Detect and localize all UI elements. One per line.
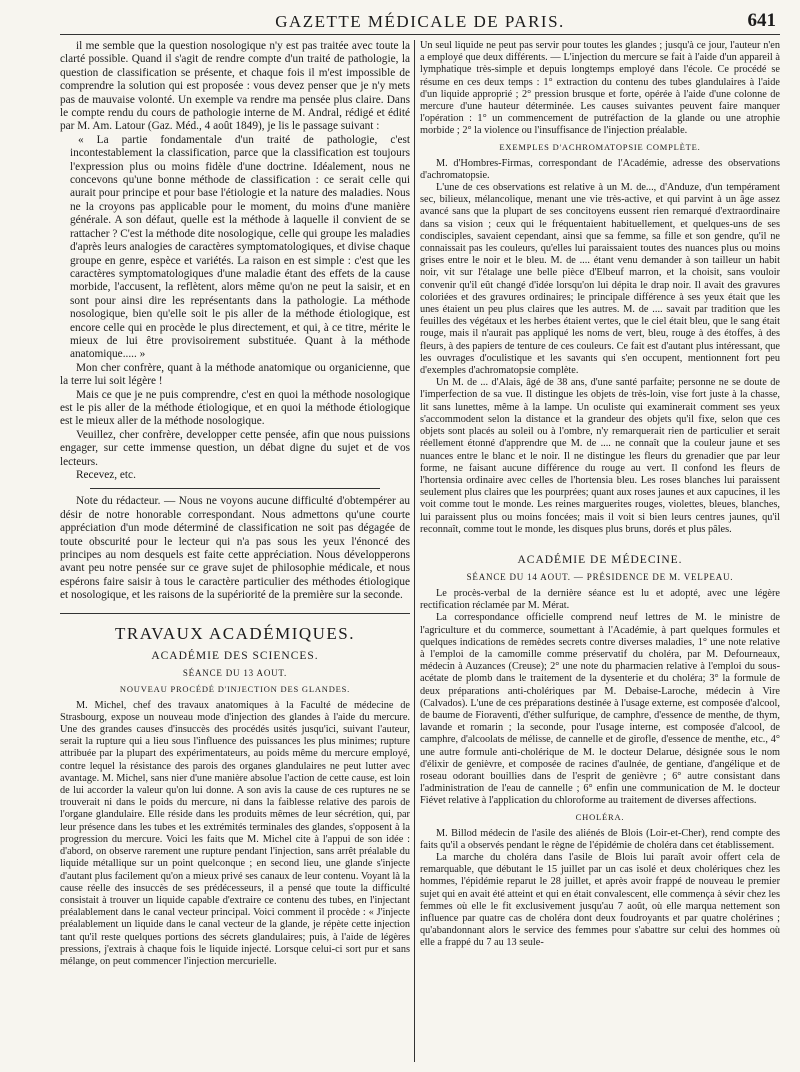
two-column-body [60, 40, 780, 1072]
achromatopsia-intro: M. d'Hombres-Firmas, correspondant de l'Académie, adresse des observations d'achromatopsie. [420, 157, 780, 181]
injection-article-continued: Un seul liquide ne peut pas servir pour toutes les glandes ; jusqu'à ce jour, l'auteur n'en a employé que deux différents. — L'injection du mercure se fait à l'aide d'un appareil à lymphatique très-simple et depuis longtemps employé dans l'école. Ce procédé se résume en ces deux temps : 1° extraction du contenu des tubes glandulaires à l'aide d'un liquide approprié ; 2° pression brusque et forte, opérée à l'aide d'une colonne de mercure d'une hauteur déterminée. Les causes suivantes peuvent faire manquer l'opération : 1° un commencement de putréfaction de la glande ou une atrophie morbide ; 2° la violence ou l'insuffisance de l'injection préalable. [420, 40, 780, 137]
letter-paragraph-2: Mon cher confrère, quant à la méthode anatomique ou organicienne, que la terre lui soit légère ! [60, 361, 410, 388]
letter-quotation: « La partie fondamentale d'un traité de pathologie, c'est incontestablement la classification, parce que la classification est toujours l'expression plus ou moins fidèle d'une doctrine. Idéalement, nous ne concevons qu'une bonne méthode de classification : ce serait celle qui aurait pour principe et pour base l'étiologie et la nature des maladies. Nous ne la croyons pas applicable pour le moment, du moins d'une manière générale. A son défaut, quelle est la méthode à laquelle il convient de se rattacher ? C'est la méthode dite nosologique, celle qui groupe les maladies d'après leurs analogies de caractères symptomatologiques, et divise chaque groupe en genre, espèce et variétés. La raison en est simple : c'est que les caractères symptomatologiques d'une maladie étant des effets de la cause morbide, l'accusent, la reflètent, alors même qu'on ne peut la saisir, et en sont pour ainsi dire les représentants dans la pathologie. La méthode nosologique, bien qu'elle soit le pis aller de la méthode étiologique, est encore celle qui en procède le plus directement, et qui, à ce titre, mérite le mieux de lui être provisoirement substituée. Quant à la méthode anatomique..... » [70, 133, 410, 361]
section-title: TRAVAUX ACADÉMIQUES. [60, 613, 410, 644]
correspondence-paragraph: La correspondance officielle comprend neuf lettres de M. le ministre de l'agriculture et du commerce, soumettant à l'Académie, à part quelques formules et quelques indications de remèdes secrets contre diverses maladies, 1° une note relative à l'emploi de la camomille comme préservatif du choléra, par M. Defourneaux, médecin à Auzances (Creuse); 2° une note du pharmacien relative à l'emploi du sous-acétate de plomb dans le traitement de la dysenterie et du choléra; 3° la formule de deux préparations anti-cholériques par M. Debaise-Laroche, médecin à Vire (Calvados). L'une de ces préparations destinée à l'usage externe, est composée d'alcool, de baume de Fioraventi, d'éther sulfurique, de camphre, d'essence de menthe, de thym, lavande et romarin ; la seconde, pour l'usage interne, est composée d'alcool, de camphre, d'alcoolats de mélisse, de cannelle et de girofle, d'essence de menthe, etc., 4° une autre formule anti-cholérique de M. le docteur Delarue, désignée sous le nom d'élixir de genièvre, et composée de racines d'aulnée, de gentiane, d'angélique et de roseau odorant bouillies dans de l'esprit de genièvre ; 6° autre consistant dans l'administration de l'eau de cannelle ; 6° enfin une communication de M. le docteur Fiévet relative à l'application du chloroforme au traitement de diverses affections. [420, 612, 780, 807]
session-heading: SÉANCE DU 13 AOUT. [182, 667, 288, 678]
achromatopsia-case-1: L'une de ces observations est relative à un M. de..., d'Anduze, d'un tempérament sec, bilieux, mélancolique, menant une vie très-active, et qui parvint à un âge assez avancé sans que la plupart de ses concitoyens eussent rien remarqué d'extraordinaire dans sa vision ; ceux qui le fréquentaient habituellement, et quelques-uns de ses condisciples, savaient cependant, ainsi que sa femme, sa fille et son gendre, qu'il ne connaissait pas les couleurs, qu'elles lui paraissaient toutes des nuances plus ou moins grises entre le noir et le bleu. M. de .... étant venu demander à son tailleur un habit noir, vit sur l'étalage une belle pièce d'Elbeuf marron, et la choisit, sans vouloir convenir qu'il eût changé d'idée lorsqu'on lui dépita le drap noir. Il avait des gravures coloriées et des gravures ordinaires; le principale différence à ses yeux était que les unes étaient un peu plus claires que les autres. M. de .... savait par tradition que les feuilles des végétaux et les herbes étaient vertes, que le ciel était bleu, que le sang était rouge, mais il n'aurait pas appliqué les noms de vert, bleu, rouge à des étoffes, à des fleurs, à des papiers de tenture de ces couleurs. Ce fait est d'autant plus intéressant, que les ouvrages d'oculistique et les savants qui s'en occupent, mentionnent fort peu d'exemples d'achromatopsie complète. [420, 182, 780, 377]
letter-closing: Recevez, etc. [76, 469, 136, 481]
academy-heading: ACADÉMIE DES SCIENCES. [151, 649, 319, 662]
editor-note: Note du rédacteur. — Nous ne voyons aucune difficulté d'obtempérer au désir de notre honorable correspondant. Nous admettons qu'une courte appréciation d'un mode déterminé de classification ne soit pas dégagée de toute obscurité pour le lecteur qui n'a pas sous les yeux l'énoncé des principes au nom desquels est faite cette appréciation. Nous développerons avant peu notre pensée sur ce grave sujet de philosophie médicale, et nous espérons faire saisir à tous le caractère particulier des méthodes étiologique et nosologique, et les raisons de la supériorité de la première sur la seconde. [60, 495, 410, 602]
letter-paragraph-1: il me semble que la question nosologique n'y est pas traitée avec toute la clarté possible. Quand il s'agit de rendre compte d'un traité de pathologie, la question de classification se présente, et chaque fois il m'est impossible de comprendre la solution qui est proposée : vous devez penser que je n'y mets pas de mauvaise volonté. Un exemple va rendre ma pensée plus claire. Dans le compte rendu du cours de pathologie interne de M. Andral, rédigé et édité par M. Am. Latour (Gaz. Méd., 4 août 1849), je lis le passage suivant : [60, 40, 410, 133]
achromatopsia-case-2: Un M. de ... d'Alais, âgé de 38 ans, d'une santé parfaite; personne ne se doute de l'imperfection de sa vue. Il distingue les objets de très-loin, vise fort juste à la chasse, lit sans lunettes, même à la lampe. Un oculiste qui examinerait comment ses yeux s'accommodent selon la distance et la grandeur des objets qu'il fixe, selon que ces objets sont placés au soleil ou à l'ombre, n'y remarquerait rien de particulier et serait réellement étonné d'apprendre que M. de .... ne connaît que la couleur jaune et ses nuances entre le blanc et le noir. Il ne distingue les fleurs du grenadier que par leur forme, ne faisant aucune différence du rouge au vert. Il confond les fleurs de l'hortensia ordinaire avec celles de l'hortensia bleu. Les roses blanches lui paraissent seulement plus claires que les pourprées; quant aux roses jaunes et aux capucines, il les voit comme tout le monde. Les reines marguerites rouges, violettes, bleues, blanches, lui paraissent plus ou moins foncées; mais il voit si bien leurs centres jaunes, qu'il reconnaît, comme tout le monde, les disques plus bruns, dorés et plus pâles. [420, 377, 780, 535]
minutes-paragraph: Le procès-verbal de la dernière séance est lu et adopté, avec une légère rectification réclamée par M. Mérat. [420, 587, 780, 612]
cholera-paragraph-2: La marche du choléra dans l'asile de Blois lui paraît avoir offert cela de remarquable, que débutant le 15 juillet par un cas isolé et deux cholériques chez les hommes, l'épidémie reparut le 28 juillet, et après avoir frappé de nouveau le premier sujet qui en avait été atteint et qui en était convalescent, elle commença à sévir chez les femmes où elle le fit exclusivement jusqu'au 7 août, où elle marqua nettement son influence par quatre cas de choléra dont deux foudroyants et par quatre cholérines ; qu'abandonnant alors le service des femmes pour s'abattre sur celui des hommes où elle a frappé du 7 au 13 seule- [420, 851, 780, 949]
divider [90, 488, 380, 489]
page-number: 641 [747, 10, 776, 31]
letter-paragraph-3: Mais ce que je ne puis comprendre, c'est en quoi la méthode nosologique est le pis aller de la méthode étiologique, et en quoi la méthode étiologique est le mieux aller de la méthode nosologique. [60, 388, 410, 428]
cholera-subtitle: CHOLÉRA. [575, 811, 625, 822]
running-header [60, 10, 780, 35]
journal-title: GAZETTE MÉDICALE DE PARIS. [275, 12, 565, 31]
medicine-academy-heading: ACADÉMIE DE MÉDECINE. [517, 553, 683, 566]
right-column [420, 40, 780, 1072]
letter-paragraph-4: Veuillez, cher confrère, developper cette pensée, afin que nous puissions engager, sur cette immense question, un débat digne du sujet et de vos lecteurs. [60, 428, 410, 468]
medicine-session-heading: SÉANCE DU 14 AOUT. — PRÉSIDENCE DE M. VELPEAU. [466, 571, 734, 582]
article-subtitle: NOUVEAU PROCÉDÉ D'INJECTION DES GLANDES. [119, 683, 351, 694]
column-rule [414, 40, 415, 1062]
cholera-paragraph-1: M. Billod médecin de l'asile des aliénés de Blois (Loir-et-Cher), rend compte des faits qu'il a observés pendant le règne de l'épidémie de choléra dans cet établissement. [420, 827, 780, 851]
achromatopsia-subtitle: EXEMPLES D'ACHROMATOPSIE COMPLÈTE. [499, 141, 701, 152]
injection-article: M. Michel, chef des travaux anatomiques à la Faculté de médecine de Strasbourg, expose un nouveau mode d'injection des glandes à l'aide du mercure. Une des grandes causes d'insuccès des procédés usités jusqu'ici, suivant l'auteur, serait la rupture qui a lieu sous l'influence des puissances les plus minimes; rupture attribuée par la plupart des expérimentateurs, au poids même du mercure employé, contre lequel la résistance des parois des organes glandulaires ne peut lutter avec avantage. M. Michel, sans nier d'une manière absolue l'action de cette cause, est loin de lui accorder la valeur qu'on lui donne. A son avis la cause de ces ruptures ne se trouverait ni dans le poids du mercure, ni dans la faiblesse relative des parois de l'organe glandulaire. Elle réside dans les produits mêmes de leur sécrétion, qui, par leur présence dans les tubes et les extrémités terminales des glandes, s'opposent à la progression du mercure. Voici les faits que M. Michel cite à l'appui de son idée : d'abord, on observe rarement une rupture pendant l'injection, sans arrêt préalable du liquide métallique sur un point quelconque ; en second lieu, une glande s'injecte d'autant plus facilement qu'on a mieux privé ses canaux de leur contenu. Voyant là la cause réelle des insuccès de ses prédécesseurs, il a pensé que toute la difficulté consistait à trouver un liquide capable d'extraire ce contenu des tubes, en l'injectant préalablement dans le canal vecteur principal. Voici comment il procède : « J'injecte préalablement un liquide dans le canal vecteur de la glande, je répète cette injection tant qu'il reste quelques portions des sécrets glandulaires; puis, à l'aide de légères pressions, j'extrais à chaque fois le liquide injecté. Lorsque celui-ci sort pur et sans mélange, on peut commencer l'injection mercurielle. [60, 699, 410, 967]
left-column [60, 40, 410, 1072]
